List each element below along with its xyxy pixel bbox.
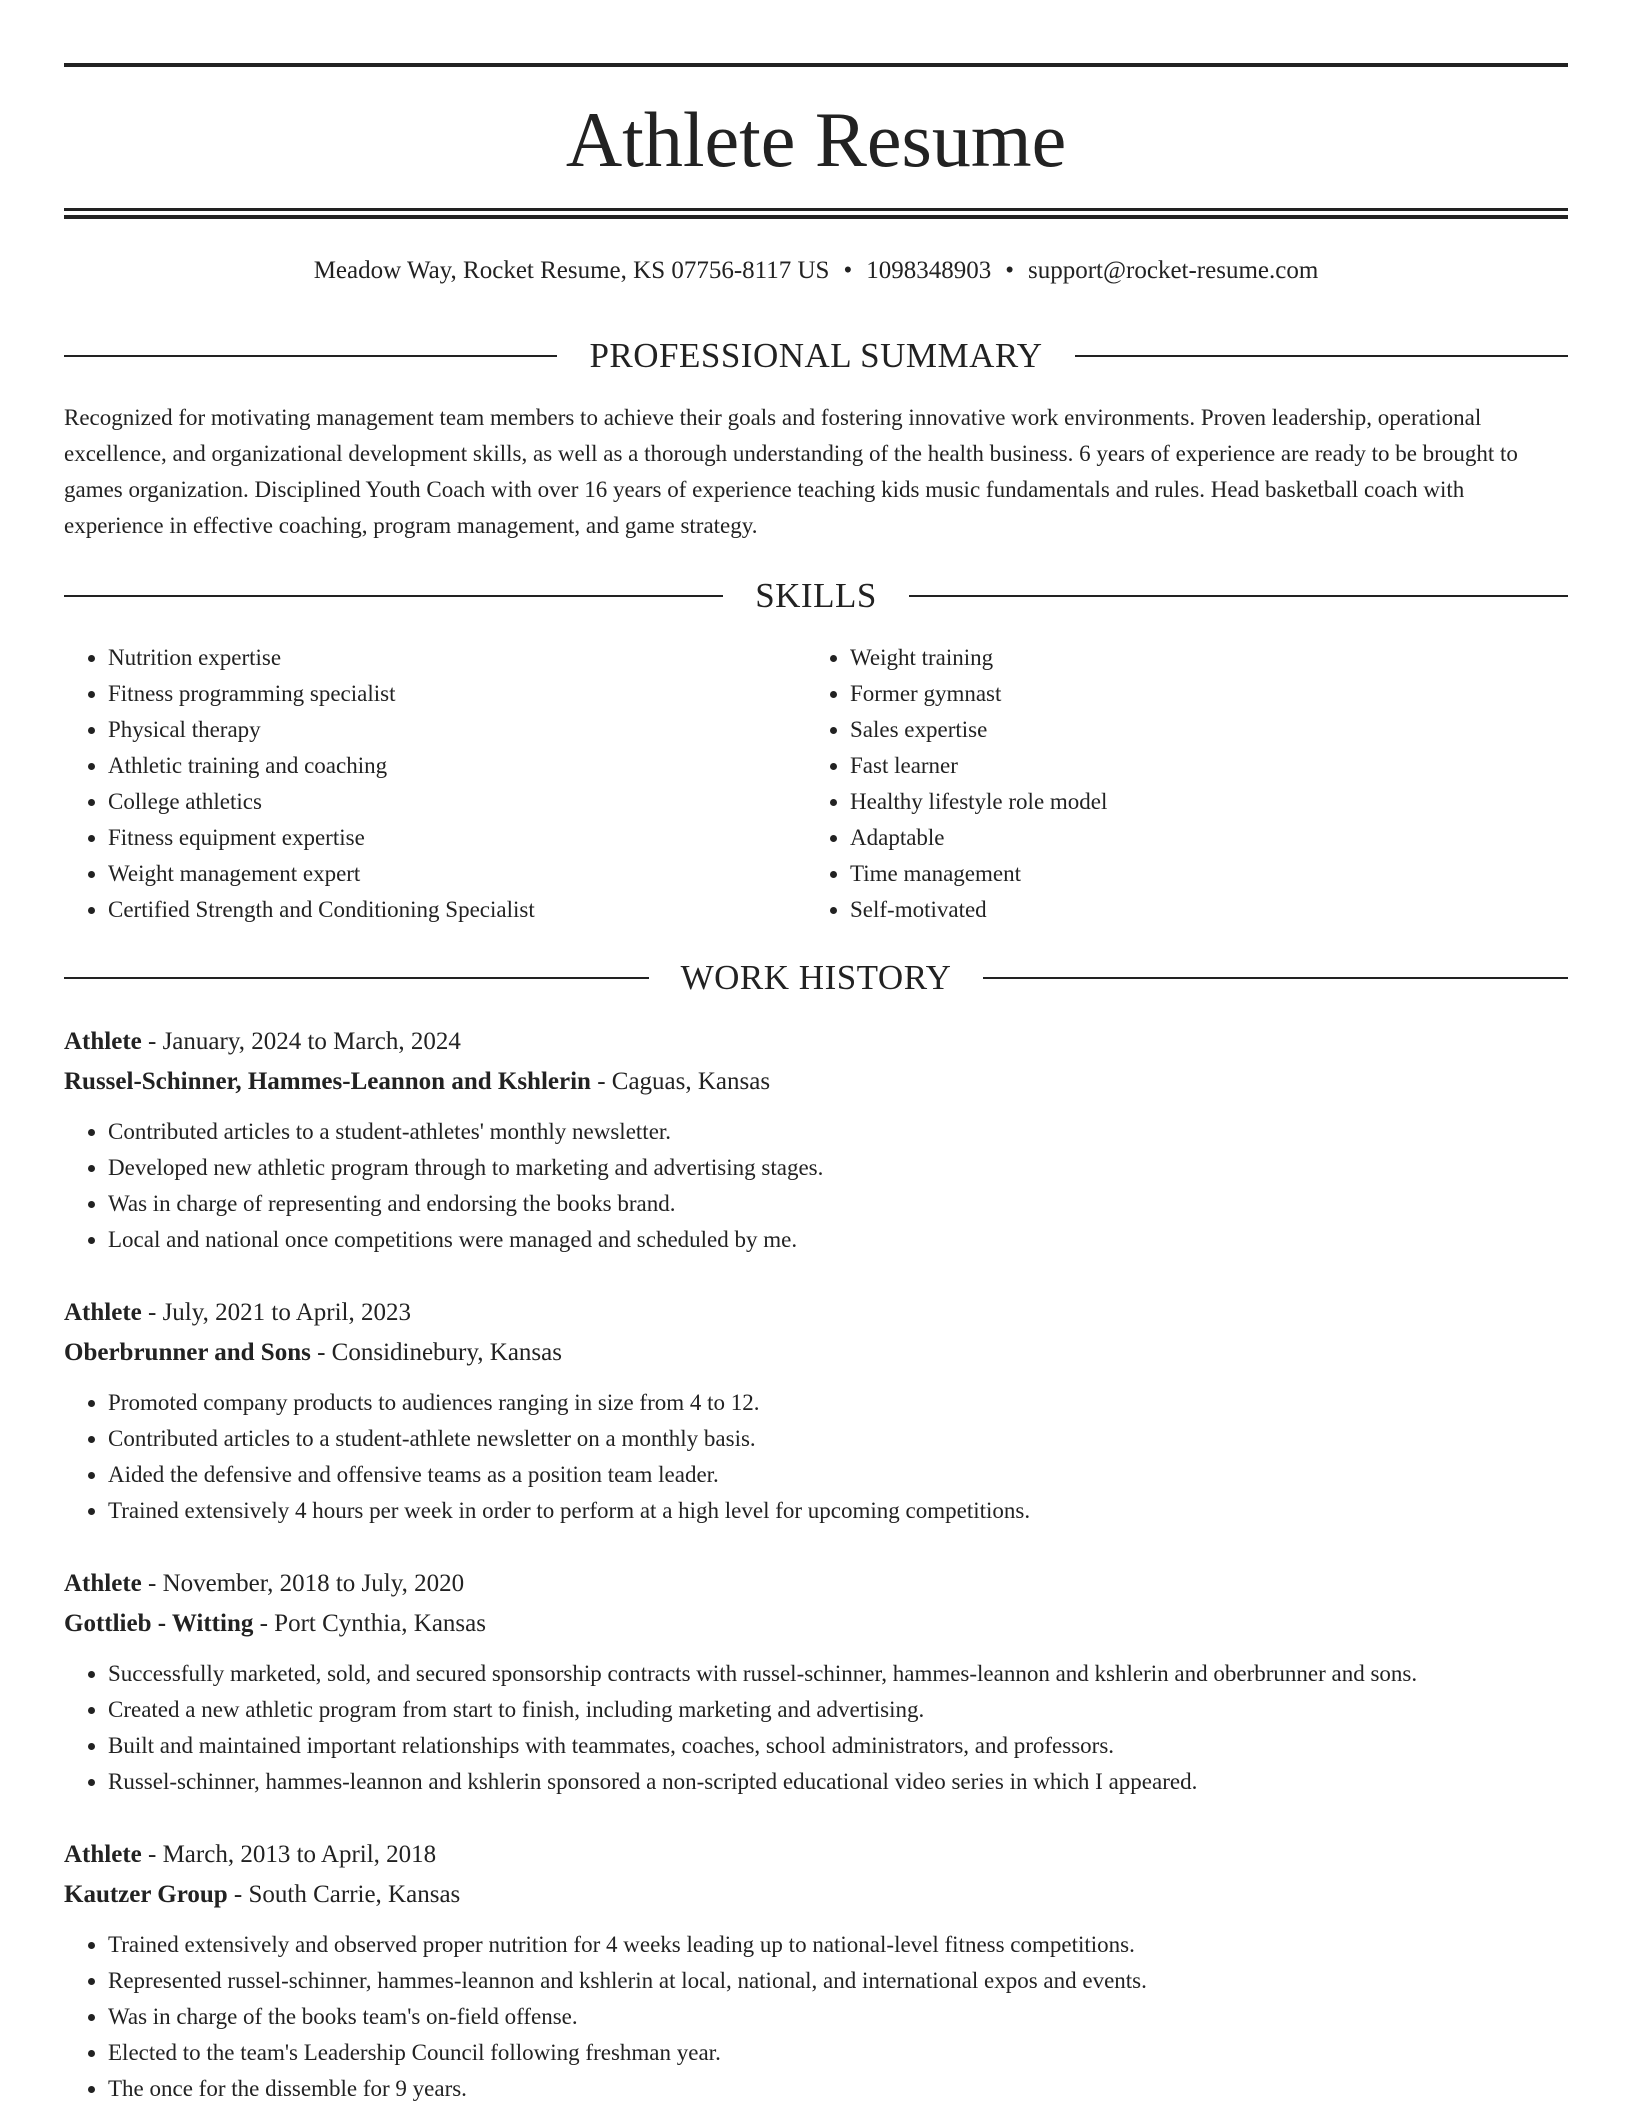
job-title-line [64,1293,1568,1333]
job-bullet: • Russel-schinner, hammes-leannon and kshlerin sponsored a non-scripted educational video series in which I appeared. [108,1764,1568,1800]
job-location: - Port Cynthia, Kansas [253,1610,486,1637]
skill-item: • Fitness equipment expertise [108,820,806,856]
job-bullets [64,1114,1568,1258]
job-bullets [64,1385,1568,1529]
title-rule-lower [64,215,1568,219]
job-bullet: • Aided the defensive and offensive teams as a position team leader. [108,1457,1568,1493]
skill-item: • Sales expertise [850,712,1548,748]
skill-item: • Athletic training and coaching [108,748,806,784]
work-history-heading-label: WORK HISTORY [680,958,952,997]
job-company-line [64,1604,1568,1644]
skill-item: • Fitness programming specialist [108,676,806,712]
job-title: Athlete [64,1841,142,1868]
contact-separator: • [1005,257,1014,284]
job-location: - Caguas, Kansas [590,1068,771,1095]
job-bullet: • The once for the dissemble for 9 years. [108,2071,1568,2107]
job-entry [64,1293,1568,1529]
heading-rule [1075,355,1568,357]
skills-heading-label: SKILLS [755,576,877,615]
contact-phone: 1098348903 [866,257,992,284]
job-bullet: • Elected to the team's Leadership Council following freshman year. [108,2035,1568,2071]
skill-item: • Adaptable [850,820,1548,856]
contact-line [64,254,1568,288]
job-bullet: • Local and national once competitions were managed and scheduled by me. [108,1222,1568,1258]
job-location: - South Carrie, Kansas [227,1881,461,1908]
skill-item: • Physical therapy [108,712,806,748]
job-bullet: • Was in charge of the books team's on-field offense. [108,1999,1568,2035]
skills-column-left [64,640,806,928]
job-company-line [64,1333,1568,1373]
job-entry [64,1022,1568,1258]
job-bullets [64,1656,1568,1800]
job-title: Athlete [64,1570,142,1597]
job-title-line [64,1564,1568,1604]
heading-rule [64,977,649,979]
skill-item: • Certified Strength and Conditioning Specialist [108,892,806,928]
contact-email: support@rocket-resume.com [1028,257,1319,284]
skill-item: • College athletics [108,784,806,820]
skill-item: • Fast learner [850,748,1548,784]
heading-rule [64,595,723,597]
skill-item: • Time management [850,856,1548,892]
job-bullet: • Successfully marketed, sold, and secured sponsorship contracts with russel-schinner, hammes-leannon and kshlerin and oberbrunner and sons. [108,1656,1568,1692]
professional-summary: Recognized for motivating management team members to achieve their goals and fostering innovative work environments. Proven leadership, operational excellence, and organizational development skills, as well as a thorough understanding of the health business. 6 years of experience are ready to be brought to games organization. Disciplined Youth Coach with over 16 years of experience teaching kids music fundamentals and rules. Head basketball coach with experience in effective coaching, program management, and game strategy. [64,405,1518,538]
job-company-line [64,1875,1568,1915]
job-bullet: • Built and maintained important relationships with teammates, coaches, school administrators, and professors. [108,1728,1568,1764]
contact-address: Meadow Way, Rocket Resume, KS 07756-8117 US [313,257,830,284]
job-bullet: • Represented russel-schinner, hammes-leannon and kshlerin at local, national, and international expos and events. [108,1963,1568,1999]
job-company: Oberbrunner and Sons [64,1339,311,1366]
job-dates: - November, 2018 to July, 2020 [141,1570,465,1597]
heading-rule [64,355,557,357]
skills-list [64,640,1568,928]
job-location: - Considinebury, Kansas [310,1339,562,1366]
skill-item: • Self-motivated [850,892,1548,928]
job-title: Athlete [64,1028,142,1055]
page-title: Athlete Resume [565,96,1067,183]
job-bullets [64,1927,1568,2107]
skill-item: • Healthy lifestyle role model [850,784,1548,820]
job-bullet: • Trained extensively 4 hours per week in order to perform at a high level for upcoming competitions. [108,1493,1568,1529]
job-dates: - March, 2013 to April, 2018 [141,1841,437,1868]
job-bullet: • Contributed articles to a student-athletes' monthly newsletter. [108,1114,1568,1150]
job-bullet: • Promoted company products to audiences ranging in size from 4 to 12. [108,1385,1568,1421]
job-dates: - July, 2021 to April, 2023 [141,1299,411,1326]
skill-item: • Weight management expert [108,856,806,892]
heading-rule [983,977,1568,979]
work-history-heading [64,958,1568,998]
top-rule [64,63,1568,67]
job-entry [64,1564,1568,1800]
skills-heading [64,576,1568,616]
job-company-line [64,1062,1568,1102]
job-title-line [64,1022,1568,1062]
title-rule-upper [64,208,1568,211]
skill-item: • Former gymnast [850,676,1548,712]
job-title-line [64,1835,1568,1875]
job-title: Athlete [64,1299,142,1326]
job-company: Kautzer Group [64,1881,228,1908]
job-entry [64,1835,1568,2107]
job-bullet: • Trained extensively and observed proper nutrition for 4 weeks leading up to national-level fitness competitions. [108,1927,1568,1963]
job-company: Gottlieb - Witting [64,1610,254,1637]
summary-heading-label: PROFESSIONAL SUMMARY [589,336,1043,375]
heading-rule [909,595,1568,597]
job-bullet: • Contributed articles to a student-athlete newsletter on a monthly basis. [108,1421,1568,1457]
job-company: Russel-Schinner, Hammes-Leannon and Kshlerin [64,1068,591,1095]
job-bullet: • Developed new athletic program through to marketing and advertising stages. [108,1150,1568,1186]
skill-item: • Nutrition expertise [108,640,806,676]
summary-heading [64,336,1568,376]
contact-separator: • [843,257,853,284]
skill-item: • Weight training [850,640,1548,676]
skills-column-right [806,640,1548,928]
job-bullet: • Was in charge of representing and endorsing the books brand. [108,1186,1568,1222]
job-dates: - January, 2024 to March, 2024 [141,1028,461,1055]
job-bullet: • Created a new athletic program from start to finish, including marketing and advertising. [108,1692,1568,1728]
